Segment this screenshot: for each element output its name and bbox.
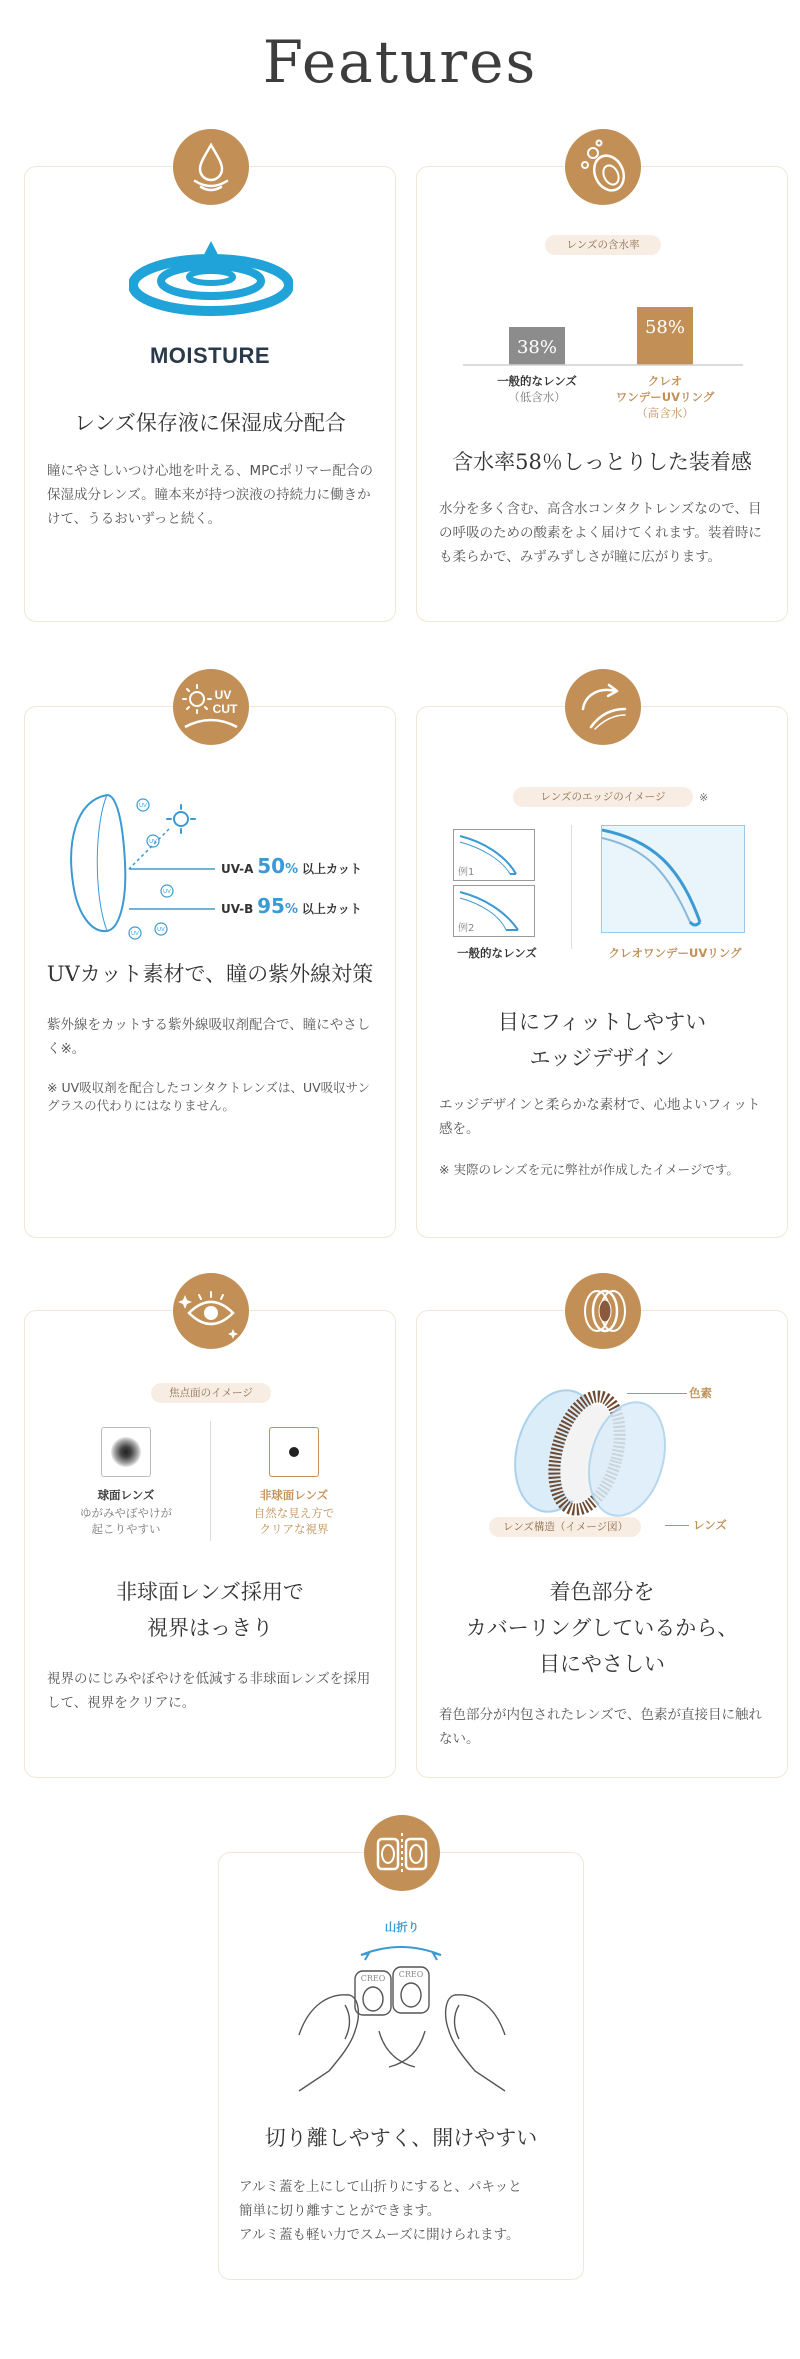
bar-value-general: 38% (516, 337, 558, 358)
uvb-row (221, 895, 362, 921)
aspheric-lens-sample (269, 1427, 319, 1477)
uva-value: 50 (257, 854, 286, 878)
edge-divider (571, 825, 572, 949)
feature-body: 瞳にやさしいつけ心地を叶える、MPCポリマー配合の保湿成分レンズ。瞳本来が持つ涙液の持続力に働きかけて、うるおいずっと続く。 (47, 463, 373, 527)
feature-heading: 切り離しやすく、開けやすい (264, 2126, 538, 2150)
fold-label: 山折り (384, 1920, 420, 1934)
lens-structure-illustration (507, 1381, 707, 1531)
feature-heading: UVカット素材で、瞳の紫外線対策 (46, 962, 374, 986)
aspheric-sub-1: 自然な見え方で (253, 1506, 335, 1520)
pigment-leader (627, 1393, 687, 1394)
feature-heading: 含水率58％しっとりした装着感 (452, 450, 752, 474)
feature-heading-line3: 目にやさしい (539, 1652, 665, 1676)
uv-mark: UV (139, 803, 147, 809)
aspheric-sub-2: クリアな視界 (259, 1522, 329, 1536)
spherical-sub-1: ゆがみやぼやけが (80, 1506, 172, 1520)
package-brand-left: CREO (360, 1974, 386, 1983)
blister-pack-icon (364, 1815, 440, 1891)
water-drop-icon (173, 129, 249, 205)
feature-heading-line2: 視界はっきり (147, 1616, 273, 1640)
feature-body: 視界のにじみやぼやけを低減する非球面レンズを採用して、視界をクリアに。 (47, 1671, 371, 1711)
lens-edge-icon (565, 669, 641, 745)
uv-mark: UV (131, 931, 139, 937)
feature-note: ※ UV吸収剤を配合したコンタクトレンズは、UV吸収サングラスの代わりにはなりません。 (47, 1080, 371, 1113)
eye-sparkle-icon (173, 1273, 249, 1349)
feature-body: 着色部分が内包されたレンズで、色素が直接目に触れない。 (439, 1707, 762, 1747)
uv-mark: UV (149, 839, 157, 845)
feature-body: エッジデザインと柔らかな素材で、心地よいフィット感を。 (439, 1097, 761, 1137)
feature-card-water-content (416, 166, 788, 622)
pigment-label: 色素 (689, 1386, 712, 1400)
feature-body: 紫外線をカットする紫外線吸収剤配合で、瞳にやさしく※。 (47, 1017, 371, 1057)
edge-example-1 (453, 829, 535, 881)
water-content-chart (457, 259, 749, 369)
feature-card-color-covering (416, 1310, 788, 1778)
page-title: Features (262, 28, 538, 96)
uv-badge-text-2: CUT (212, 702, 238, 716)
uv-mark: UV (157, 927, 165, 933)
feature-card-uv-cut (24, 688, 396, 1238)
focus-caption-pill: 焦点面のイメージ (151, 1383, 271, 1403)
lens-label: レンズ (693, 1518, 727, 1532)
uvb-value: 95 (257, 894, 285, 918)
chart-caption-pill: レンズの含水率 (545, 235, 661, 255)
uv-mark: UV (163, 889, 171, 895)
feature-heading-line2: カバーリングしているから、 (465, 1616, 739, 1640)
chart-sub-creo: （高含水） (636, 406, 694, 420)
aspheric-title: 非球面レンズ (259, 1488, 329, 1502)
spherical-lens-sample (101, 1427, 151, 1477)
spherical-title: 球面レンズ (97, 1488, 155, 1502)
edge-caption-mark: ※ (699, 791, 709, 804)
chart-label-creo-1: クレオ (647, 374, 683, 388)
feature-card-aspheric (24, 1310, 396, 1778)
feature-card-edge-design (416, 706, 788, 1238)
chart-sub-general: （低含水） (508, 390, 566, 404)
feature-body-line2: 簡単に切り離すことができます。 (239, 2203, 441, 2219)
feature-heading-line1: 着色部分を (549, 1580, 655, 1604)
lens-leader (665, 1525, 689, 1526)
edge-caption-pill: レンズのエッジのイメージ (513, 787, 693, 807)
chart-label-general: 一般的なレンズ (497, 374, 577, 388)
uva-row (221, 855, 362, 881)
spherical-sub-2: 起こりやすい (91, 1522, 161, 1536)
feature-heading: レンズ保存液に保湿成分配合 (74, 411, 346, 435)
uvb-unit: % (284, 902, 298, 917)
feature-note: ※ 実際のレンズを元に弊社が作成したイメージです。 (439, 1162, 739, 1177)
edge-label-general: 一般的なレンズ (457, 946, 537, 960)
feature-card-moisture (24, 166, 396, 622)
edge-label-creo: クレオワンデーUVリング (608, 946, 742, 960)
feature-heading-line1: 目にフィットしやすい (497, 1010, 707, 1034)
uv-cut-icon (173, 669, 249, 745)
moisture-logo (129, 237, 293, 347)
feature-heading-line1: 非球面レンズ採用で (116, 1580, 304, 1604)
chart-label-creo-2: ワンデーUVリング (615, 390, 715, 404)
bar-value-creo: 58% (644, 317, 686, 338)
feature-body: 水分を多く含む、高含水コンタクトレンズなので、目の呼吸のための酸素をよく届けてくれます。装着時にも柔らかで、みずみずしさが瞳に広がります。 (439, 501, 762, 565)
uvb-label: UV-B (221, 902, 254, 916)
colored-lens-icon (565, 1273, 641, 1349)
feature-heading-line2: エッジデザイン (529, 1046, 675, 1070)
package-brand-right: CREO (398, 1970, 424, 1979)
edge-example-2 (453, 885, 535, 937)
uv-badge-text-1: UV (214, 688, 232, 702)
aspheric-divider (210, 1421, 211, 1541)
edge-creo-illustration (601, 825, 745, 933)
feature-card-easy-open (218, 1852, 584, 2280)
water-bubbles-icon (565, 129, 641, 205)
uva-label: UV-A (221, 862, 254, 876)
edge-example-2-label: 例2 (458, 923, 475, 934)
structure-caption-pill: レンズ構造（イメージ図） (489, 1517, 641, 1537)
feature-body-line3: アルミ蓋も軽い力でスムーズに開けられます。 (239, 2227, 520, 2243)
edge-example-1-label: 例1 (458, 867, 475, 878)
uva-suffix: 以上カット (301, 862, 362, 876)
feature-body-line1: アルミ蓋を上にして山折りにすると、パキッと (239, 2179, 522, 2195)
uva-unit: % (285, 862, 299, 877)
hands-illustration (259, 1935, 545, 2095)
uvb-suffix: 以上カット (301, 902, 362, 916)
moisture-logo-text: MOISTURE (149, 343, 271, 368)
